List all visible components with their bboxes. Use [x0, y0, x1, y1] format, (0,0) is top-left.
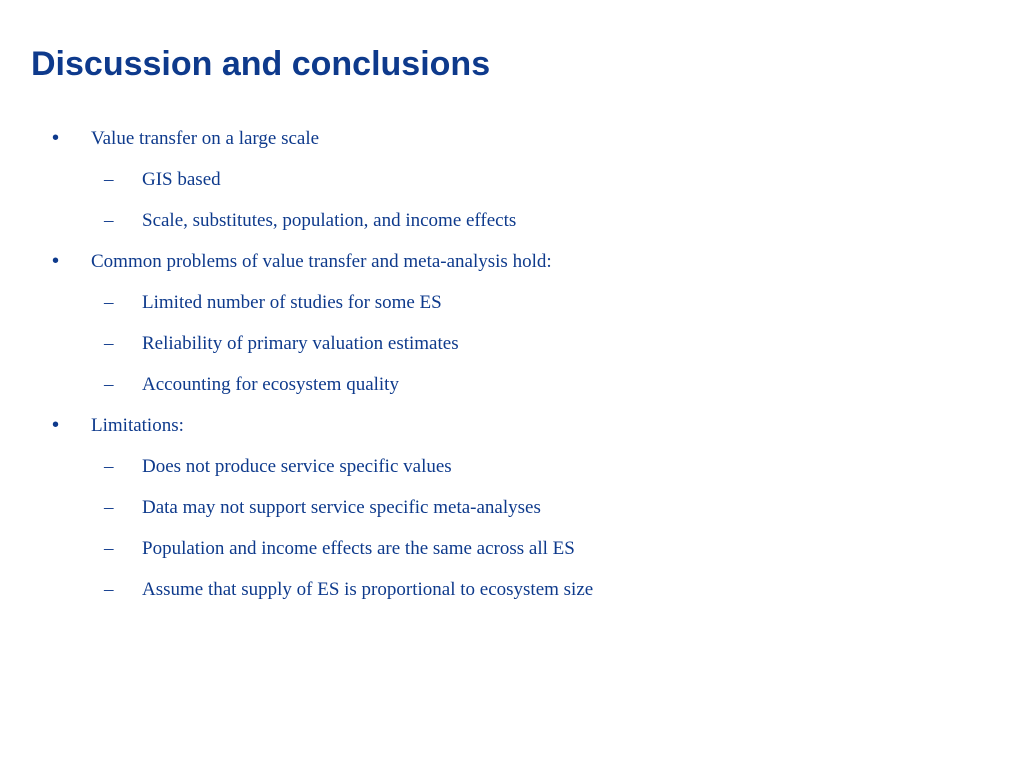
- sub-bullet-item: [0, 200, 1024, 241]
- bullet-text: Common problems of value transfer and meta-analysis hold:: [91, 251, 552, 272]
- bullet-marker: •: [52, 127, 60, 149]
- sub-bullet-item: [0, 487, 1024, 528]
- dash-marker: –: [104, 292, 114, 313]
- dash-marker: –: [104, 333, 114, 354]
- bullet-marker: •: [52, 414, 60, 436]
- sub-bullet-item: [0, 323, 1024, 364]
- bullet-text: Scale, substitutes, population, and income effects: [142, 210, 517, 231]
- dash-marker: –: [104, 210, 114, 231]
- bullet-text: Data may not support service specific meta-analyses: [142, 497, 541, 518]
- bullet-item: [0, 241, 1024, 282]
- dash-marker: –: [104, 456, 114, 477]
- sub-bullet-item: [0, 446, 1024, 487]
- sub-bullet-item: [0, 282, 1024, 323]
- bullet-text: Population and income effects are the same across all ES: [142, 538, 575, 559]
- bullet-text: Assume that supply of ES is proportional to ecosystem size: [142, 579, 594, 600]
- sub-bullet-item: [0, 528, 1024, 569]
- bullet-text: GIS based: [142, 169, 221, 190]
- bullet-text: Does not produce service specific values: [142, 456, 452, 477]
- bullet-item: [0, 118, 1024, 159]
- dash-marker: –: [104, 169, 114, 190]
- dash-marker: –: [104, 538, 114, 559]
- bullet-item: [0, 405, 1024, 446]
- bullet-text: Reliability of primary valuation estimates: [142, 333, 459, 354]
- bullet-text: Accounting for ecosystem quality: [142, 374, 399, 395]
- bullet-text: Limited number of studies for some ES: [142, 292, 442, 313]
- bullet-text: Value transfer on a large scale: [91, 128, 320, 149]
- bullet-marker: •: [52, 250, 60, 272]
- dash-marker: –: [104, 579, 114, 600]
- sub-bullet-item: [0, 159, 1024, 200]
- sub-bullet-item: [0, 364, 1024, 405]
- slide-title: Discussion and conclusions: [31, 45, 491, 83]
- dash-marker: –: [104, 374, 114, 395]
- bullet-text: Limitations:: [91, 415, 184, 436]
- bullet-list: [0, 118, 1024, 610]
- dash-marker: –: [104, 497, 114, 518]
- sub-bullet-item: [0, 569, 1024, 610]
